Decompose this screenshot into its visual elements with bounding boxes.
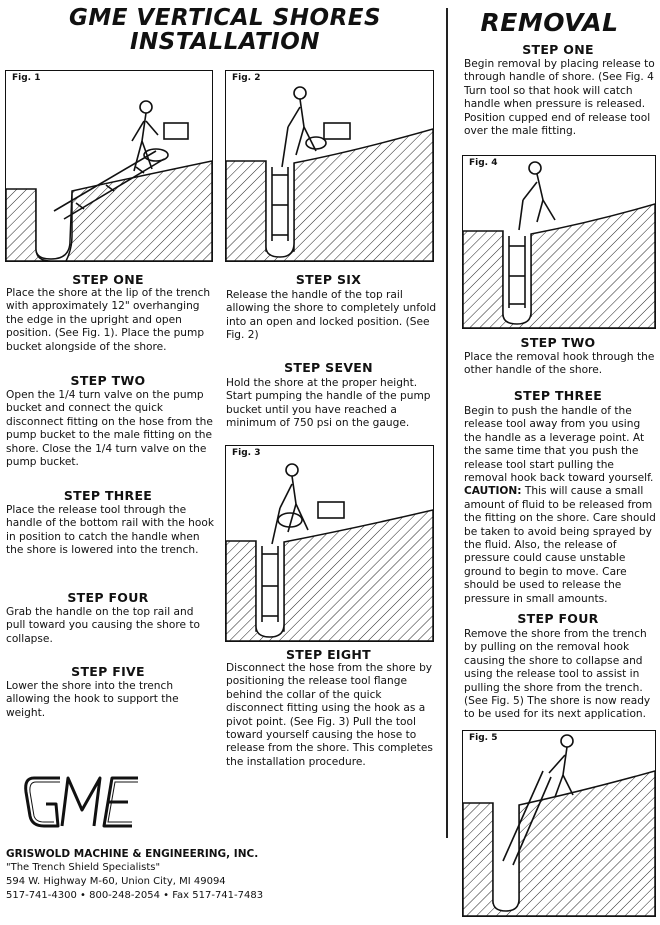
figure-3-illustration: [226, 446, 433, 641]
removal-step-two-text: Place the removal hook through the other handle of the shore.: [464, 351, 655, 377]
removal-step-four-heading: STEP FOUR: [517, 611, 599, 626]
installation-title: [30, 6, 420, 54]
company-slogan: "The Trench Shield Specialists": [6, 862, 161, 873]
install-step-eight-text: Disconnect the hose from the shore by positioning the release tool flange behind the collar of the quick disconnect fitting using the hook as a pivot point. (See Fig. 3) Pull the tool toward yourself causing the hose to release from the shore. This completes the installation procedure.: [226, 662, 433, 768]
install-step-three-text: Place the release tool through the handle of the bottom rail with the hook in position to catch the handle when the shore is lowered into the trench.: [6, 504, 214, 557]
figure-1: [5, 70, 213, 262]
figure-4-label: Fig. 4: [469, 158, 498, 168]
figure-2-label: Fig. 2: [232, 73, 261, 83]
install-step-two-heading: STEP TWO: [70, 373, 146, 388]
company-phones: 517-741-4300 • 800-248-2054 • Fax 517-741-7483: [6, 890, 264, 901]
column-divider: [446, 8, 448, 838]
install-step-three-heading: STEP THREE: [63, 488, 153, 503]
removal-step-two-heading: STEP TWO: [520, 335, 596, 350]
removal-step-three-text-before: Begin to push the handle of the release tool away from you using the handle as a leverage point. At the same time that you push the release tool start pulling the removal hook back toward yourself.: [464, 405, 654, 485]
removal-step-three-text: [464, 405, 658, 606]
company-name: GRISWOLD MACHINE & ENGINEERING, INC.: [6, 848, 259, 860]
removal-step-three-text-after: This will cause a small amount of fluid to be released from the fitting on the shore. Care should be taken to avoid being sprayed by the fluid. Also, the release of pressure could cause unstable ground to begin to move. Care should be used to release the pressure in small amounts.: [464, 485, 656, 605]
install-step-five-heading: STEP FIVE: [71, 664, 145, 679]
removal-step-one-heading: STEP ONE: [522, 42, 594, 57]
figure-5: [462, 730, 656, 917]
title-line-1: GME VERTICAL SHORES: [68, 5, 382, 31]
title-line-2: INSTALLATION: [129, 29, 321, 55]
company-address: 594 W. Highway M-60, Union City, MI 49094: [6, 876, 226, 887]
caution-label: CAUTION:: [464, 485, 522, 498]
figure-5-illustration: [463, 731, 655, 916]
install-step-one-text: Place the shore at the lip of the trench with approximately 12" overhanging the edge in the upright and open position. (See Fig. 1). Place the pump bucket alongside of the shore.: [6, 287, 211, 353]
removal-step-one-text: Begin removal by placing release to through handle of shore. (See Fig. 4 Turn tool so that hook will catch handle when pressure is released. Position cupped end of release tool over the male fitting.: [464, 58, 655, 138]
figure-3-label: Fig. 3: [232, 448, 261, 458]
figure-1-label: Fig. 1: [12, 73, 41, 83]
removal-step-three-heading: STEP THREE: [513, 388, 603, 403]
install-step-four-text: Grab the handle on the top rail and pull toward you causing the shore to collapse.: [6, 606, 200, 645]
figure-5-label: Fig. 5: [469, 733, 498, 743]
removal-title: REMOVAL: [480, 8, 619, 37]
figure-3: [225, 445, 434, 642]
install-step-four-heading: STEP FOUR: [67, 590, 149, 605]
removal-step-four-text: Remove the shore from the trench by pulling on the removal hook causing the shore to collapse and using the release tool to assist in pulling the shore from the trench. (See Fig. 5) The shore is now ready to be used for its next application.: [464, 628, 651, 721]
figure-4: [462, 155, 656, 329]
figure-2: [225, 70, 434, 262]
figure-4-illustration: [463, 156, 655, 328]
figure-2-illustration: [226, 71, 433, 261]
install-step-five-text: Lower the shore into the trench allowing the hook to support the weight.: [6, 680, 179, 719]
install-step-six-text: Release the handle of the top rail allowing the shore to completely unfold into an open and locked position. (See Fig. 2): [226, 289, 437, 342]
install-step-eight-heading: STEP EIGHT: [285, 647, 372, 662]
gme-logo: [20, 770, 160, 832]
install-step-seven-text: Hold the shore at the proper height. Start pumping the handle of the pump bucket until you have reached a minimum of 750 psi on the gauge.: [226, 377, 431, 430]
install-step-six-heading: STEP SIX: [295, 272, 362, 287]
install-step-one-heading: STEP ONE: [72, 272, 144, 287]
install-step-seven-heading: STEP SEVEN: [284, 360, 373, 375]
install-step-two-text: Open the 1/4 turn valve on the pump bucket and connect the quick disconnect fitting on the hose from the pump bucket to the male fitting on the shore. Close the 1/4 turn valve on the pump bucket.: [6, 389, 213, 469]
figure-1-illustration: [6, 71, 212, 261]
